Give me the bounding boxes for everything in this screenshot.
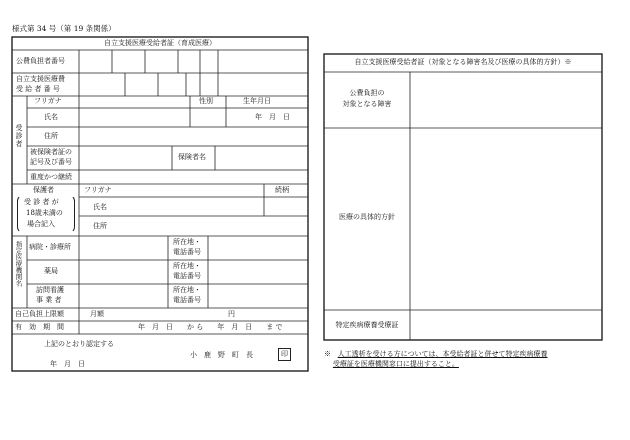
nursing-label-1: 訪問看護 (36, 286, 64, 294)
guardian-address-label: 住所 (93, 222, 107, 230)
guardian-furigana-label: フリガナ (84, 186, 112, 194)
footnote-line-1: 人工透析を受ける方については、本受給者証と併せて特定疾病療養 (337, 350, 548, 358)
certify-text: 上記のとおり認定する (44, 340, 114, 348)
target-disability-label-1: 公費負担の (349, 89, 385, 97)
monthly-label: 月額 (90, 310, 104, 318)
guardian-label: 保護者 (33, 186, 54, 194)
copay-limit-label: 自己負担上限額 (15, 310, 64, 318)
hospital-label: 病院・診療所 (29, 243, 71, 251)
left-form-title: 自立支援医療受給者証（育成医療） (104, 39, 216, 47)
pharmacy-location-label-1: 所在地・ (173, 262, 201, 270)
insurance-card-label-2: 記号及び番号 (30, 158, 72, 166)
insurer-name-label: 保険者名 (178, 153, 206, 161)
guardian-note-2: 18歳未満の (26, 209, 63, 217)
nursing-label-2: 事 業 者 (36, 296, 62, 304)
validity-range: 年 月 日 か ら 年 月 日 ま で (138, 323, 283, 331)
pharmacy-label: 薬局 (44, 267, 58, 275)
furigana-label: フリガナ (34, 97, 62, 105)
hospital-location-label-1: 所在地・ (173, 238, 201, 246)
guardian-name-label: 氏名 (93, 203, 107, 211)
insurance-card-label-1: 被保険者証の (30, 148, 72, 156)
birthdate-label: 生年月日 (243, 97, 271, 105)
hospital-location-label-2: 電話番号 (173, 248, 201, 256)
payer-number-label: 公費負担者番号 (16, 57, 65, 65)
issue-date: 年 月 日 (50, 360, 85, 368)
birthdate-ymd: 年 月 日 (255, 113, 290, 121)
facility-group-label: 指定医療機関名 (14, 241, 23, 287)
nursing-location-label-1: 所在地・ (173, 286, 201, 294)
relationship-label: 続柄 (275, 186, 289, 194)
guardian-note-3: 場合記入 (27, 220, 55, 228)
name-label: 氏名 (44, 113, 58, 121)
right-form-title: 自立支援医療受給者証（対象となる障害名及び医療の具体的方針）※ (354, 58, 572, 66)
validity-label: 有 効 期 間 (15, 323, 64, 331)
recipient-number-label-2: 受 給 者 番 号 (16, 85, 60, 93)
treatment-policy-label: 医療の具体的方針 (339, 213, 395, 221)
guardian-note-1: 受 診 者 が (24, 198, 59, 206)
nursing-location-label-2: 電話番号 (173, 296, 201, 304)
seal-mark: 印 (278, 348, 291, 361)
address-label: 住所 (44, 132, 58, 140)
target-disability-label-2: 対象となる障害 (342, 100, 392, 108)
sex-label: 性別 (199, 97, 213, 105)
pharmacy-location-label-2: 電話番号 (173, 272, 201, 280)
form-number: 様式第 34 号（第 19 条関係） (12, 24, 116, 33)
footnote (324, 349, 548, 369)
footnote-line-2: 受療証を医療機関窓口に提出すること。 (332, 360, 459, 368)
footnote-mark: ※ (324, 350, 331, 358)
yen-label: 円 (228, 310, 235, 318)
recipient-number-label-1: 自立支援医療費 (16, 75, 65, 83)
patient-group-label: 受診者 (15, 124, 23, 148)
severe-continuous-label: 重度かつ継続 (30, 173, 72, 181)
mayor-title: 小 鹿 野 町 長 (190, 351, 253, 359)
specific-disease-label: 特定疾病療養受療証 (335, 321, 399, 329)
